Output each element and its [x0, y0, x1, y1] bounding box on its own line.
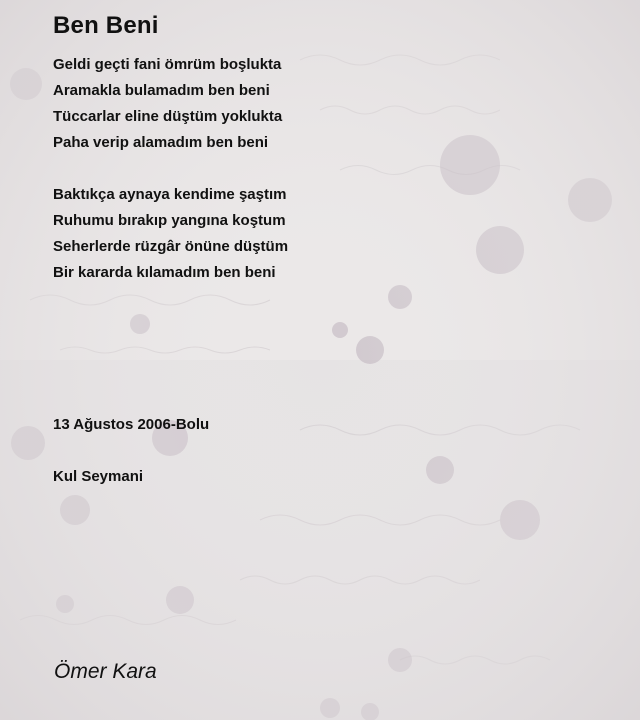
poem-line: Ruhumu bırakıp yangına koştum [53, 212, 286, 229]
poem-line: Seherlerde rüzgâr önüne düştüm [53, 238, 289, 255]
poem-date-place: 13 Ağustos 2006-Bolu [53, 416, 210, 433]
poem-line: Bir kararda kılamadım ben beni [53, 264, 276, 281]
author-name: Ömer Kara [54, 660, 157, 683]
poem-line: Baktıkça aynaya kendime şaştım [53, 186, 287, 203]
poem-pen-name: Kul Seymani [53, 468, 144, 485]
stanza-1 [53, 52, 282, 156]
stanza-2 [53, 182, 288, 286]
poem-line: Paha verip alamadım ben beni [53, 134, 269, 151]
poem-line: Geldi geçti fani ömrüm boşlukta [53, 56, 282, 73]
poem-title: Ben Beni [53, 12, 159, 39]
poem-line: Aramakla bulamadım ben beni [53, 82, 270, 99]
poem-line: Tüccarlar eline düştüm yoklukta [53, 108, 283, 125]
